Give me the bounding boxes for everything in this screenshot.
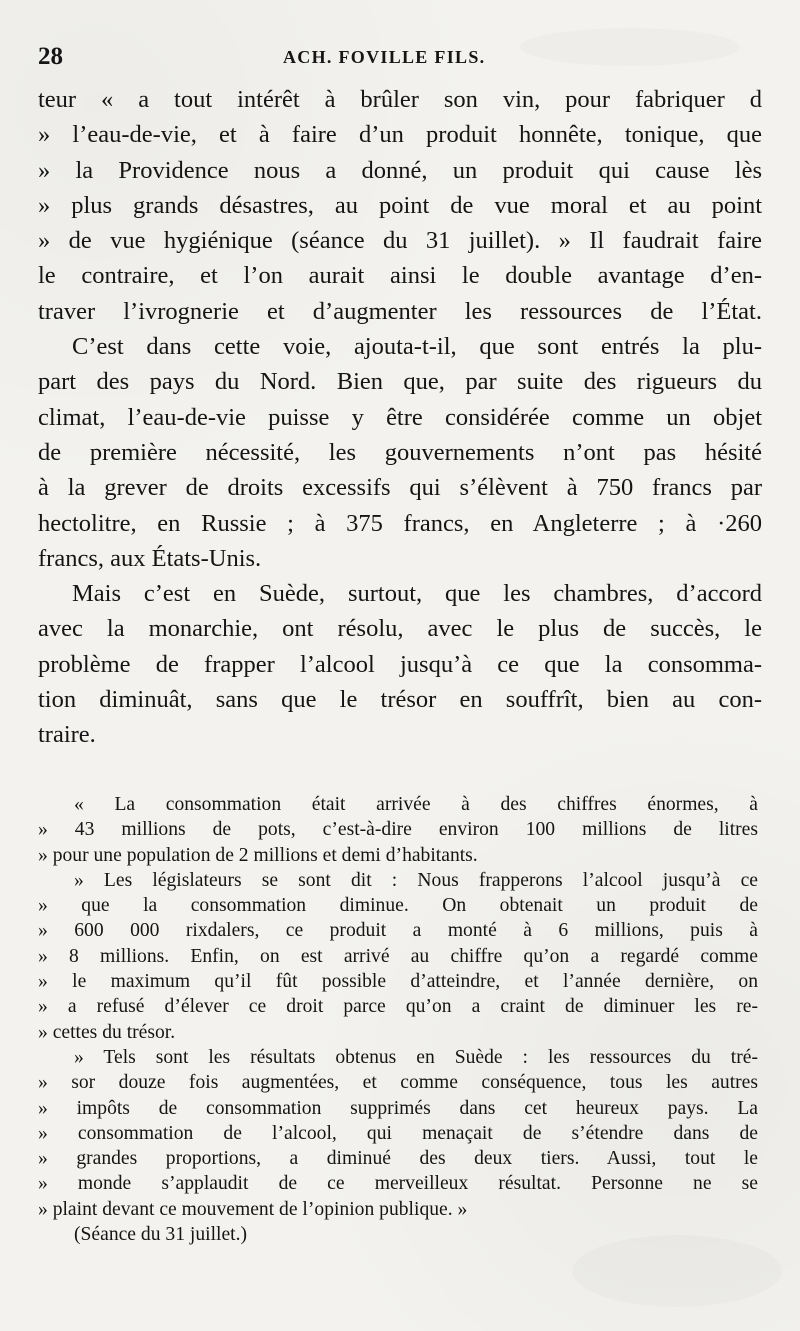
quote-line: » cettes du trésor. xyxy=(38,1021,176,1043)
quote-line: » sor douze fois augmentées, et comme conséquence, tous les autres xyxy=(38,1072,758,1094)
quote-line: » impôts de consommation supprimés dans cet heureux pays. La xyxy=(38,1097,758,1119)
text-line: francs, aux États-Unis. xyxy=(38,544,262,572)
text-line: traire. xyxy=(38,721,96,749)
page-number: 28 xyxy=(38,43,63,70)
quote-line: » monde s’applaudit de ce merveilleux résultat. Personne ne se xyxy=(38,1173,758,1195)
paragraph-line: Mais c’est en Suède, surtout, que les chambres, d’accord xyxy=(72,580,762,608)
text-line: traver l’ivrognerie et d’augmenter les ressources de l’État. xyxy=(38,297,762,325)
quote-line: » Tels sont les résultats obtenus en Suède : les ressources du tré- xyxy=(74,1046,758,1068)
quote-line: » Les législateurs se sont dit : Nous frapperons l’alcool jusqu’à ce xyxy=(74,869,758,891)
quote-line: » a refusé d’élever ce droit parce qu’on a craint de diminuer les re- xyxy=(38,996,758,1018)
page-header xyxy=(38,43,760,77)
quote-line: » plaint devant ce mouvement de l’opinion publique. » xyxy=(38,1198,468,1220)
text-line: » de vue hygiénique (séance du 31 juillet). » Il faudrait faire xyxy=(38,227,762,255)
text-line: à la grever de droits excessifs qui s’élèvent à 750 francs par xyxy=(38,474,762,502)
quote-line: » grandes proportions, a diminué des deux tiers. Aussi, tout le xyxy=(38,1148,758,1170)
text-line: » la Providence nous a donné, un produit qui cause lès xyxy=(38,156,762,184)
text-line: climat, l’eau-de-vie puisse y être considérée comme un objet xyxy=(38,403,762,431)
text-line: » l’eau-de-vie, et à faire d’un produit honnête, tonique, que xyxy=(38,121,762,149)
quote-line: » pour une population de 2 millions et demi d’habitants. xyxy=(38,844,478,866)
main-text-block xyxy=(38,82,762,753)
quoted-speech-block xyxy=(38,792,758,1247)
text-line: problème de frapper l’alcool jusqu’à ce que la consomma- xyxy=(38,650,762,678)
quote-line: » 43 millions de pots, c’est-à-dire environ 100 millions de litres xyxy=(38,819,758,841)
quote-line: » 8 millions. Enfin, on est arrivé au chiffre qu’on a regardé comme xyxy=(38,945,758,967)
running-head: ACH. FOVILLE FILS. xyxy=(283,47,486,67)
quote-line: » 600 000 rixdalers, ce produit a monté à 6 millions, puis à xyxy=(38,920,758,942)
text-line: part des pays du Nord. Bien que, par suite des rigueurs du xyxy=(38,368,762,396)
text-line: de première nécessité, les gouvernements n’ont pas hésité xyxy=(38,438,762,466)
text-line: » plus grands désastres, au point de vue moral et au point xyxy=(38,191,762,219)
quote-line: » le maximum qu’il fût possible d’atteindre, et l’année dernière, on xyxy=(38,971,758,993)
text-line: hectolitre, en Russie ; à 375 francs, en Angleterre ; à ·260 xyxy=(38,509,762,537)
text-line: tion diminuât, sans que le trésor en souffrît, bien au con- xyxy=(38,686,762,714)
text-line: avec la monarchie, ont résolu, avec le plus de succès, le xyxy=(38,615,762,643)
quote-line: « La consommation était arrivée à des chiffres énormes, à xyxy=(74,794,758,815)
quote-line: » consommation de l’alcool, qui menaçait de s’étendre dans de xyxy=(38,1122,758,1144)
paragraph-line: C’est dans cette voie, ajouta-t-il, que sont entrés la plu- xyxy=(72,333,762,361)
text-line: le contraire, et l’on aurait ainsi le double avantage d’en- xyxy=(38,262,762,290)
text-line: teur « a tout intérêt à brûler son vin, pour fabriquer d xyxy=(38,86,762,113)
quote-citation: (Séance du 31 juillet.) xyxy=(74,1224,248,1246)
quote-line: » que la consommation diminue. On obtenait un produit de xyxy=(38,895,758,917)
